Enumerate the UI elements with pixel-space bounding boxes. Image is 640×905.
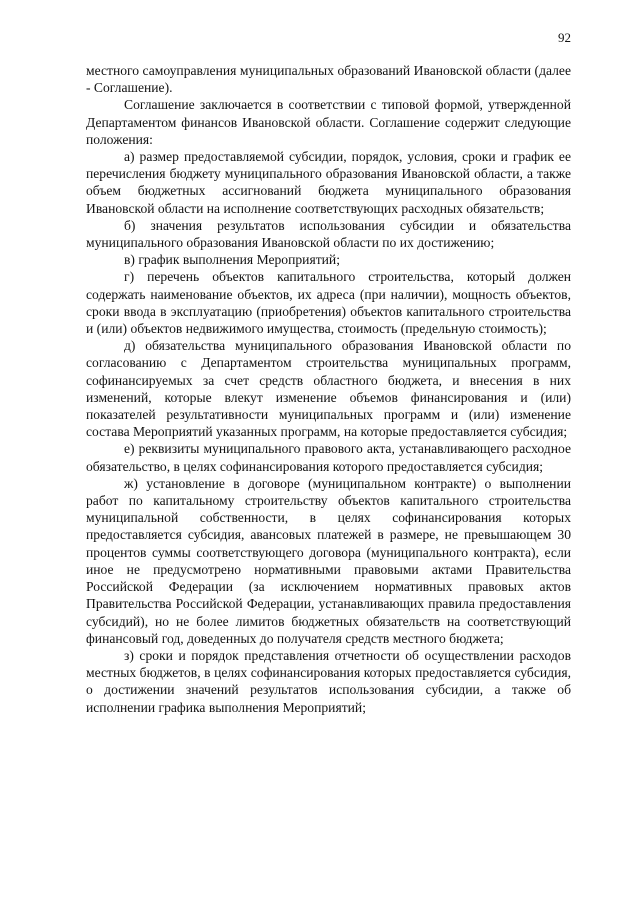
paragraph-item-z: з) сроки и порядок представления отчетности об осуществлении расходов местных бюджетов, в целях софинансирования которых предоставляется субсидия, о достижении значений результатов использования субсидии, а также об исполнении графика выполнения Мероприятий; — [86, 647, 571, 715]
paragraph-item-v: в) график выполнения Мероприятий; — [124, 252, 340, 268]
paragraph-intro-continuation: местного самоуправления муниципальных образований Ивановской области (далее - Соглашение). — [86, 63, 571, 96]
paragraph-item-a: а) размер предоставляемой субсидии, порядок, условия, сроки и график ее перечисления бюджету муниципального образования Ивановской области, а также объем бюджетных ассигнований бюджета муниципального образования Ивановской области на исполнение соответствующих расходных обязательств; — [86, 149, 571, 216]
page-number: 92 — [558, 30, 571, 45]
paragraph-item-e: е) реквизиты муниципального правового акта, устанавливающего расходное обязательство, в целях софинансирования которого предоставляется субсидия; — [86, 441, 571, 474]
paragraph-item-d: д) обязательства муниципального образования Ивановской области по согласованию с Департаментом строительства муниципальных программ, софинансируемых за счет средств областного бюджета, и внесения в них изменений, которые влекут изменение объемов финансирования и (или) показателей результативности муниципальных программ и (или) изменение состава Мероприятий указанных программ, на которые предоставляется субсидия; — [86, 338, 571, 440]
paragraph-agreement: Соглашение заключается в соответствии с типовой формой, утвержденной Департаментом финансов Ивановской области. Соглашение содержит следующие положения: — [86, 97, 571, 147]
paragraph-item-g: г) перечень объектов капитального строительства, который должен содержать наименование объектов, их адреса (при наличии), мощность объектов, сроки ввода в эксплуатацию (приобретения) объектов капитального строительства и (или) объектов недвижимого имущества, стоимость (предельную стоимость); — [86, 269, 571, 337]
document-body — [86, 62, 571, 716]
paragraph-item-b: б) значения результатов использования субсидии и обязательства муниципального образования Ивановской области по их достижению; — [86, 217, 571, 251]
paragraph-item-zh: ж) установление в договоре (муниципальном контракте) о выполнении работ по капитальному строительству объектов капитального строительства муниципальной собственности, в целях софинансирования которых предоставляется субсидия, авансовых платежей в размере, не превышающем 30 процентов суммы соответствующего договора (муниципального контракта), если иное не предусмотрено нормативными правовыми актами Правительства Российской Федерации (за исключением нормативных правовых актов Правительства Российской Федерации, устанавливающих правила предоставления субсидий), но не более лимитов бюджетных обязательств на соответствующий финансовый год, доведенных до получателя средств местного бюджета; — [86, 475, 571, 646]
